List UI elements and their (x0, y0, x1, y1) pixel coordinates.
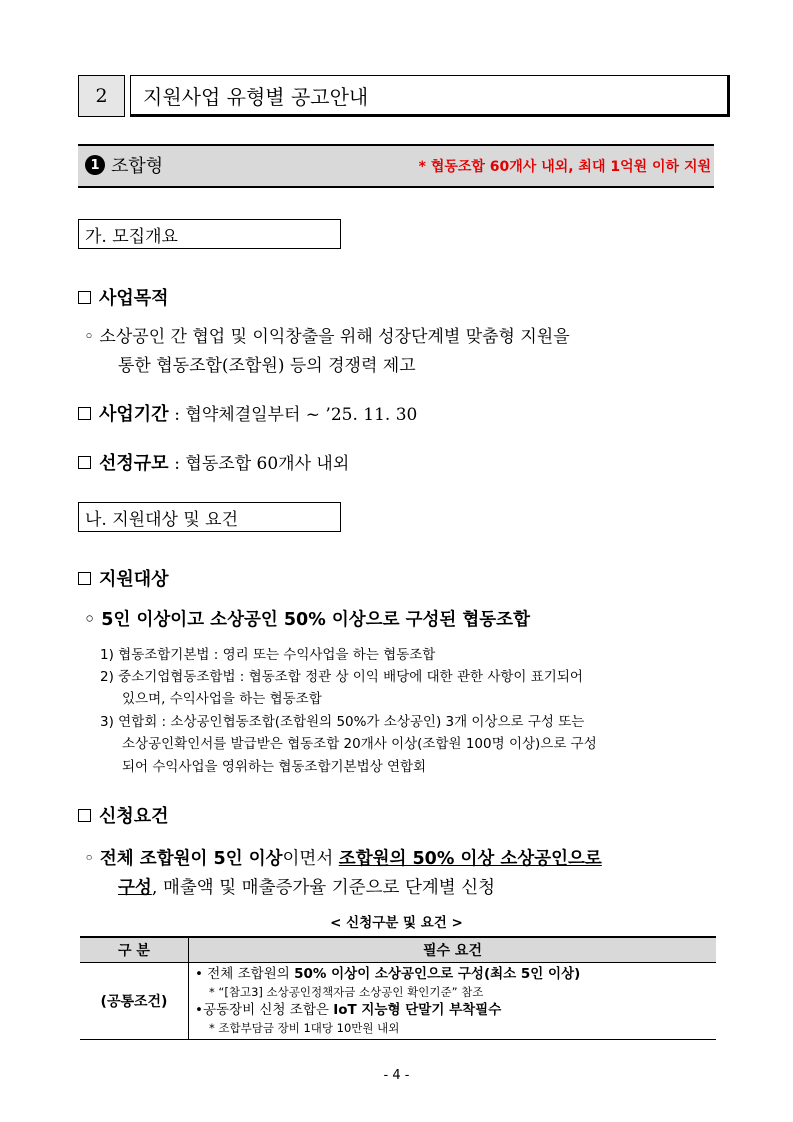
target-item-2-cont: 있으며, 수익사업을 하는 협동조합 (122, 691, 322, 707)
req-line-1: • 전체 조합원의 50% 이상이 소상공인으로 구성(최소 5인 이상) (195, 966, 581, 982)
checkbox-square-icon (78, 291, 91, 304)
requirement-bold-1: 전체 조합원이 5인 이상 (99, 849, 283, 869)
requirement-heading: 신청요건 (78, 802, 169, 828)
type-label-text: 조합형 (111, 156, 164, 177)
row-requirements (189, 963, 717, 1040)
table-caption: < 신청구분 및 요건 > (330, 915, 463, 931)
period-row: 사업기간 : 협약체결일부터 ~ ’25. 11. 30 (78, 400, 417, 426)
scale-row: 선정규모 : 협동조합 60개사 내외 (78, 449, 349, 475)
requirement-bold-2: 조합원의 50% 이상 소상공인으로 (338, 849, 602, 869)
target-heading: 지원대상 (78, 565, 169, 591)
header-category: 구 분 (80, 937, 189, 963)
target-item-3-cont: 소상공인확인서를 발급받은 협동조합 20개사 이상(조합원 100명 이상)으로 구성 (122, 736, 597, 752)
requirements-table (80, 936, 716, 1040)
heading-target-requirements: 나. 지원대상 및 요건 (78, 502, 341, 532)
purpose-line-1: ◦ 소상공인 간 협업 및 이익창출을 위해 성장단계별 맞춤형 지원을 (84, 327, 570, 347)
req-line-2: •공동장비 신청 조합은 IoT 지능형 단말기 부착필수 (195, 1002, 502, 1018)
heading-recruit-overview: 가. 모집개요 (78, 219, 341, 249)
scale-value: : 협동조합 60개사 내외 (174, 454, 350, 474)
checkbox-square-icon (78, 407, 91, 420)
target-item-3-cont2: 되어 수익사업을 영위하는 협동조합기본법상 연합회 (122, 759, 427, 775)
req-note-2: * 조합부담금 장비 1대당 10만원 내외 (209, 1021, 400, 1035)
purpose-line-2: 통한 협동조합(조합원) 등의 경쟁력 제고 (118, 356, 416, 376)
requirement-bold-3: 구성 (118, 878, 152, 898)
requirement-line-1: ◦ 전체 조합원이 5인 이상이면서 조합원의 50% 이상 소상공인으로 (84, 849, 602, 869)
table-row (80, 963, 716, 1040)
target-item-1: 1) 협동조합기본법 : 영리 또는 수익사업을 하는 협동조합 (100, 647, 436, 663)
section-number: 2 (78, 75, 125, 117)
target-item-3: 3) 연합회 : 소상공인협동조합(조합원의 50%가 소상공인) 3개 이상으로 구성 또는 (100, 714, 585, 730)
row-label-common: (공통조건) (80, 963, 189, 1040)
checkbox-square-icon (78, 572, 91, 585)
target-main: ◦ 5인 이상이고 소상공인 50% 이상으로 구성된 협동조합 (84, 610, 530, 630)
type-note: * 협동조합 60개사 내외, 최대 1억원 이하 지원 (418, 159, 711, 175)
section-title: 지원사업 유형별 공고안내 (130, 75, 730, 117)
req-note-1: * “[참고3] 소상공인정책자금 소상공인 확인기준” 참조 (209, 985, 484, 999)
checkbox-square-icon (78, 456, 91, 469)
header-required: 필수 요건 (189, 937, 717, 963)
type-label (85, 152, 163, 178)
target-item-2: 2) 중소기업협동조합법 : 협동조합 정관 상 이익 배당에 대한 관한 사항이 표기되어 (100, 669, 583, 685)
page-number: - 4 - (383, 1068, 410, 1083)
circled-number-icon: 1 (85, 155, 105, 175)
period-value: : 협약체결일부터 ~ ’25. 11. 30 (174, 405, 418, 425)
purpose-heading: 사업목적 (78, 284, 169, 310)
checkbox-square-icon (78, 809, 91, 822)
table-header-row (80, 937, 716, 963)
requirement-line-2: 구성, 매출액 및 매출증가율 기준으로 단계별 신청 (118, 878, 496, 898)
